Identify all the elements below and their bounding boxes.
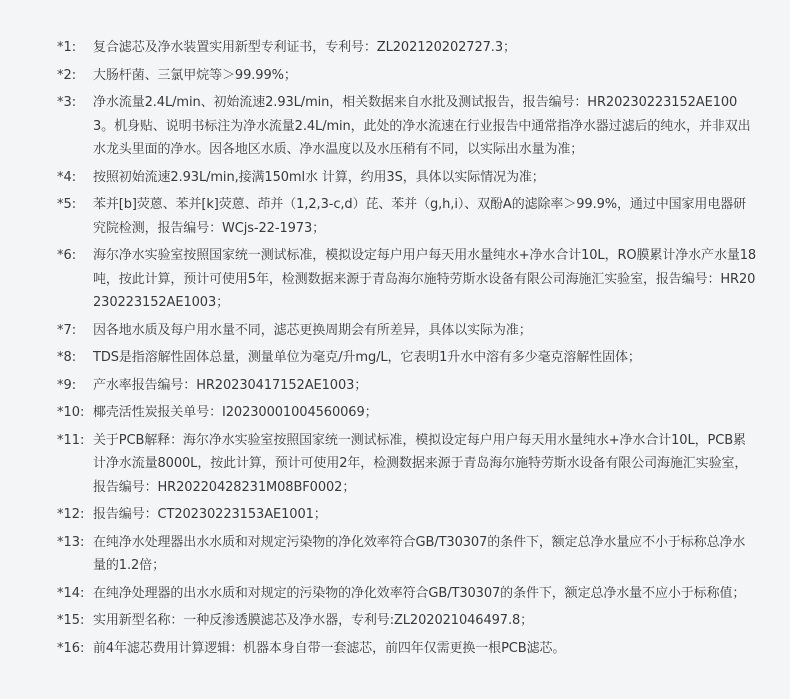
footnote-text: 因各地水质及每户用水量不同，滤芯更换周期会有所差异，具体以实际为准； bbox=[93, 322, 532, 338]
footnote-8 bbox=[0, 346, 790, 370]
footnote-text: TDS是指溶解性固体总量，测量单位为毫克/升mg/L，它表明1升水中溶有多少毫克溶解性固体； bbox=[93, 350, 641, 365]
footnote-marker: *7: bbox=[57, 322, 77, 338]
footnote-marker: *11: bbox=[57, 432, 85, 448]
footnote-marker: *3: bbox=[57, 95, 77, 110]
footnote-7 bbox=[0, 319, 790, 343]
footnote-marker: *12: bbox=[57, 507, 85, 522]
footnote-marker: *1: bbox=[57, 40, 77, 55]
footnote-text: 前4年滤芯费用计算逻辑：机器本身自带一套滤芯，前四年仅需更换一根PCB滤芯。 bbox=[93, 640, 566, 656]
footnote-3 bbox=[0, 91, 790, 162]
footnote-12 bbox=[0, 503, 790, 527]
footnote-marker: *10: bbox=[57, 405, 85, 420]
footnote-marker: *2: bbox=[57, 67, 77, 83]
footnote-text: 关于PCB解释：海尔净水实验室按照国家统一测试标准，模拟设定每户用户每天用水量纯水+净水合计10L，PCB累计净水流量8000L，按此计算，预计可使用2年，检测数据来源于青岛海尔施特劳斯水设备有限公司海施汇实验室，报告编号：HR20220428231M08BF0002； bbox=[93, 432, 748, 495]
footnote-text: 在纯净处理器的出水水质和对规定的污染物的净化效率符合GB/T30307的条件下，额定总净水量不应小于标称值； bbox=[93, 585, 746, 601]
footnote-text: 产水率报告编号：HR20230417152AE1003； bbox=[93, 377, 368, 393]
footnote-marker: *13: bbox=[57, 534, 85, 550]
footnote-2 bbox=[0, 64, 790, 88]
footnote-6 bbox=[0, 244, 790, 315]
footnote-marker: *8: bbox=[57, 350, 77, 365]
footnote-4 bbox=[0, 166, 790, 190]
footnote-marker: *16: bbox=[57, 640, 85, 656]
footnote-16 bbox=[0, 637, 790, 661]
footnote-marker: *14: bbox=[57, 585, 85, 601]
footnote-marker: *6: bbox=[57, 248, 77, 263]
footnote-5 bbox=[0, 193, 790, 240]
footnote-text: 报告编号：CT20230223153AE1001； bbox=[93, 507, 327, 522]
footnote-10 bbox=[0, 401, 790, 425]
footnote-marker: *15: bbox=[57, 613, 85, 628]
footnote-text: 大肠杆菌、三氯甲烷等＞99.99%； bbox=[93, 67, 297, 83]
footnote-14 bbox=[0, 582, 790, 606]
footnote-11 bbox=[0, 429, 790, 500]
footnote-text: 海尔净水实验室按照国家统一测试标准，模拟设定每户用户每天用水量纯水+净水合计10L，RO膜累计净水产水量18吨，按此计算，预计可使用5年，检测数据来源于青岛海尔施特劳斯水设备有限公司海施汇实验室，报告编号：HR20230223152AE1003； bbox=[93, 248, 757, 310]
footnote-text: 苯并[b]荧蒽、苯并[k]荧蒽、茚并（1,2,3-c,d）芘、苯并（g,h,i）、双酚A的滤除率＞99.9%，通过中国家用电器研究院检测，报告编号：WCjs-22-1973； bbox=[93, 197, 747, 236]
footnote-text: 按照初始流速2.93L/min,接满150ml水 计算，约用3S，具体以实际情况为准； bbox=[93, 169, 545, 185]
footnote-marker: *4: bbox=[57, 169, 77, 185]
footnote-1 bbox=[0, 36, 790, 60]
footnote-text: 净水流量2.4L/min、初始流速2.93L/min，相关数据来自水批及测试报告，报告编号：HR20230223152AE1003。机身贴、说明书标注为净水流量2.4L/min，此处的净水流速在行业报告中通常指净水器过滤后的纯水，并非双出水龙头里面的净水。因各地区水质、净水温度以及水压稍有不同，以实际出水量为准； bbox=[93, 95, 751, 157]
footnote-text: 椰壳活性炭报关单号：I20230001004560069； bbox=[93, 405, 378, 420]
footnote-marker: *5: bbox=[57, 197, 77, 212]
footnote-15 bbox=[0, 609, 790, 633]
footnote-text: 在纯净水处理器出水水质和对规定污染物的净化效率符合GB/T30307的条件下，额定总净水量应不小于标称总净水量的1.2倍； bbox=[93, 534, 746, 573]
footnote-9 bbox=[0, 374, 790, 398]
footnote-text: 实用新型名称：一种反渗透膜滤芯及净水器，专利号:ZL202021046497.8； bbox=[93, 613, 534, 628]
footnote-marker: *9: bbox=[57, 377, 77, 393]
footnote-list bbox=[0, 36, 790, 664]
footnote-text: 复合滤芯及净水装置实用新型专利证书，专利号：ZL202120202727.3； bbox=[93, 40, 516, 55]
footnote-13 bbox=[0, 531, 790, 578]
